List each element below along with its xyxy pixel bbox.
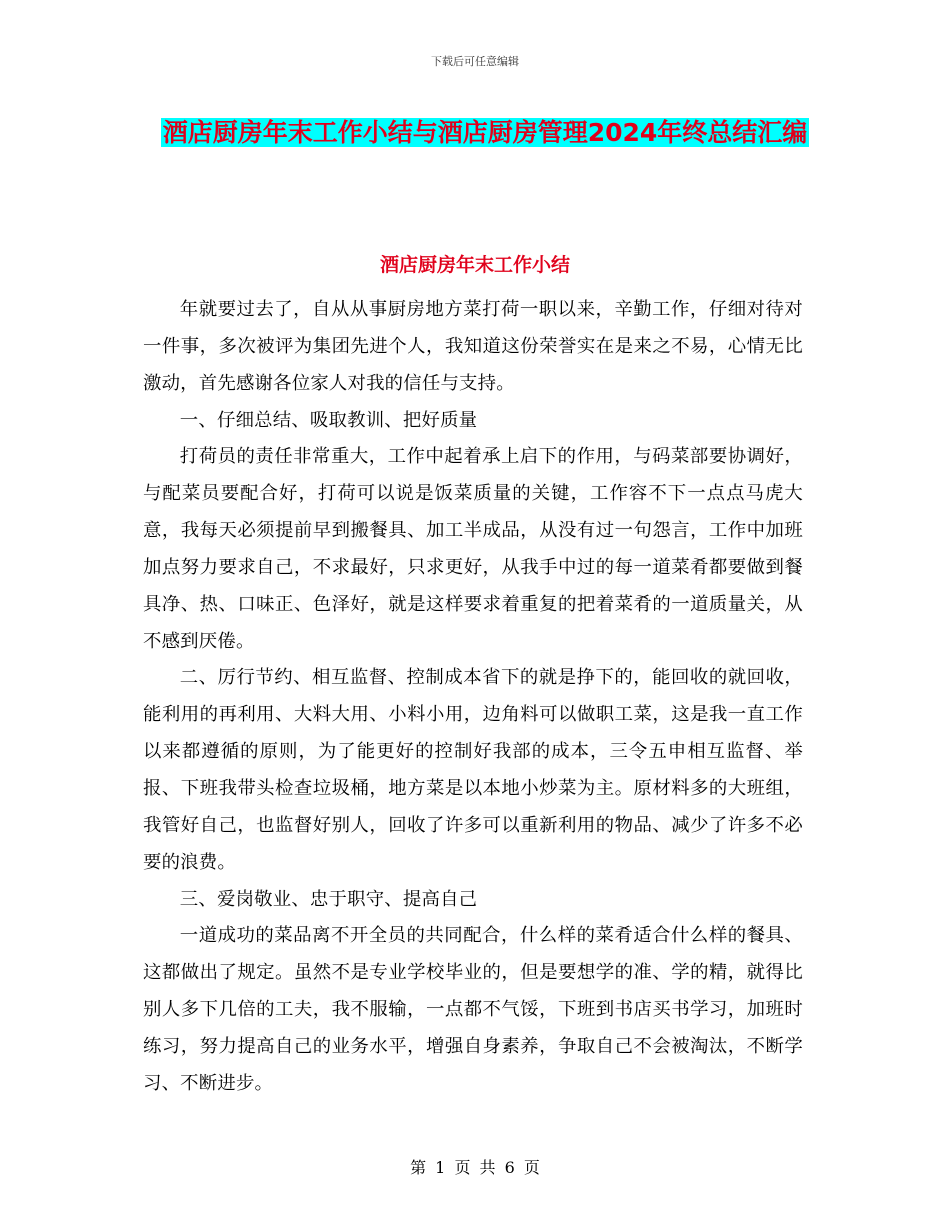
paragraph-heading: 一、仔细总结、吸取教训、把好质量	[179, 409, 478, 431]
paragraph: 打荷员的责任非常重大，工作中起着承上启下的作用，与码菜部要协调好，与配菜员要配合好，打荷可以说是饭菜质量的关键，工作容不下一点点马虎大意，我每天必须提前早到搬餐具、加工半成品，从没有过一句怨言，工作中加班加点努力要求自己，不求最好，只求更好，从我手中过的每一道菜肴都要做到餐具净、热、口味正、色泽好，就是这样要求着重复的把着菜肴的一道质量关，从不感到厌倦。	[143, 446, 803, 652]
document-title-text: 酒店厨房年末工作小结与酒店厨房管理2024年终总结汇编	[162, 118, 808, 147]
body-text	[143, 292, 803, 1103]
paragraph: 年就要过去了，自从从事厨房地方菜打荷一职以来，辛勤工作，仔细对待对一件事，多次被评为集团先进个人，我知道这份荣誉实在是来之不易，心情无比激动，首先感谢各位家人对我的信任与支持。	[143, 299, 803, 394]
paragraph-heading: 三、爱岗敬业、忠于职守、提高自己	[179, 888, 478, 910]
paragraph: 一道成功的菜品离不开全员的共同配合，什么样的菜肴适合什么样的餐具、这都做出了规定。虽然不是专业学校毕业的，但是要想学的准、学的精，就得比别人多下几倍的工夫，我不服输，一点都不气馁，下班到书店买书学习，加班时练习，努力提高自己的业务水平，增强自身素养，争取自己不会被淘汰，不断学习、不断进步。	[143, 925, 803, 1094]
header-note: 下载后可任意编辑	[431, 55, 519, 68]
page-number: 第 1 页 共 6 页	[410, 1158, 540, 1177]
document-title	[145, 112, 825, 154]
section-title: 酒店厨房年末工作小结	[379, 254, 570, 276]
paragraph: 二、厉行节约、相互监督、控制成本省下的就是挣下的，能回收的就回收，能利用的再利用、大料大用、小料小用，边角料可以做职工菜，这是我一直工作以来都遵循的原则，为了能更好的控制好我部的成本，三令五申相互监督、举报、下班我带头检查垃圾桶，地方菜是以本地小炒菜为主。原材料多的大班组，我管好自己，也监督好别人，回收了许多可以重新利用的物品、减少了许多不必要的浪费。	[143, 667, 803, 873]
